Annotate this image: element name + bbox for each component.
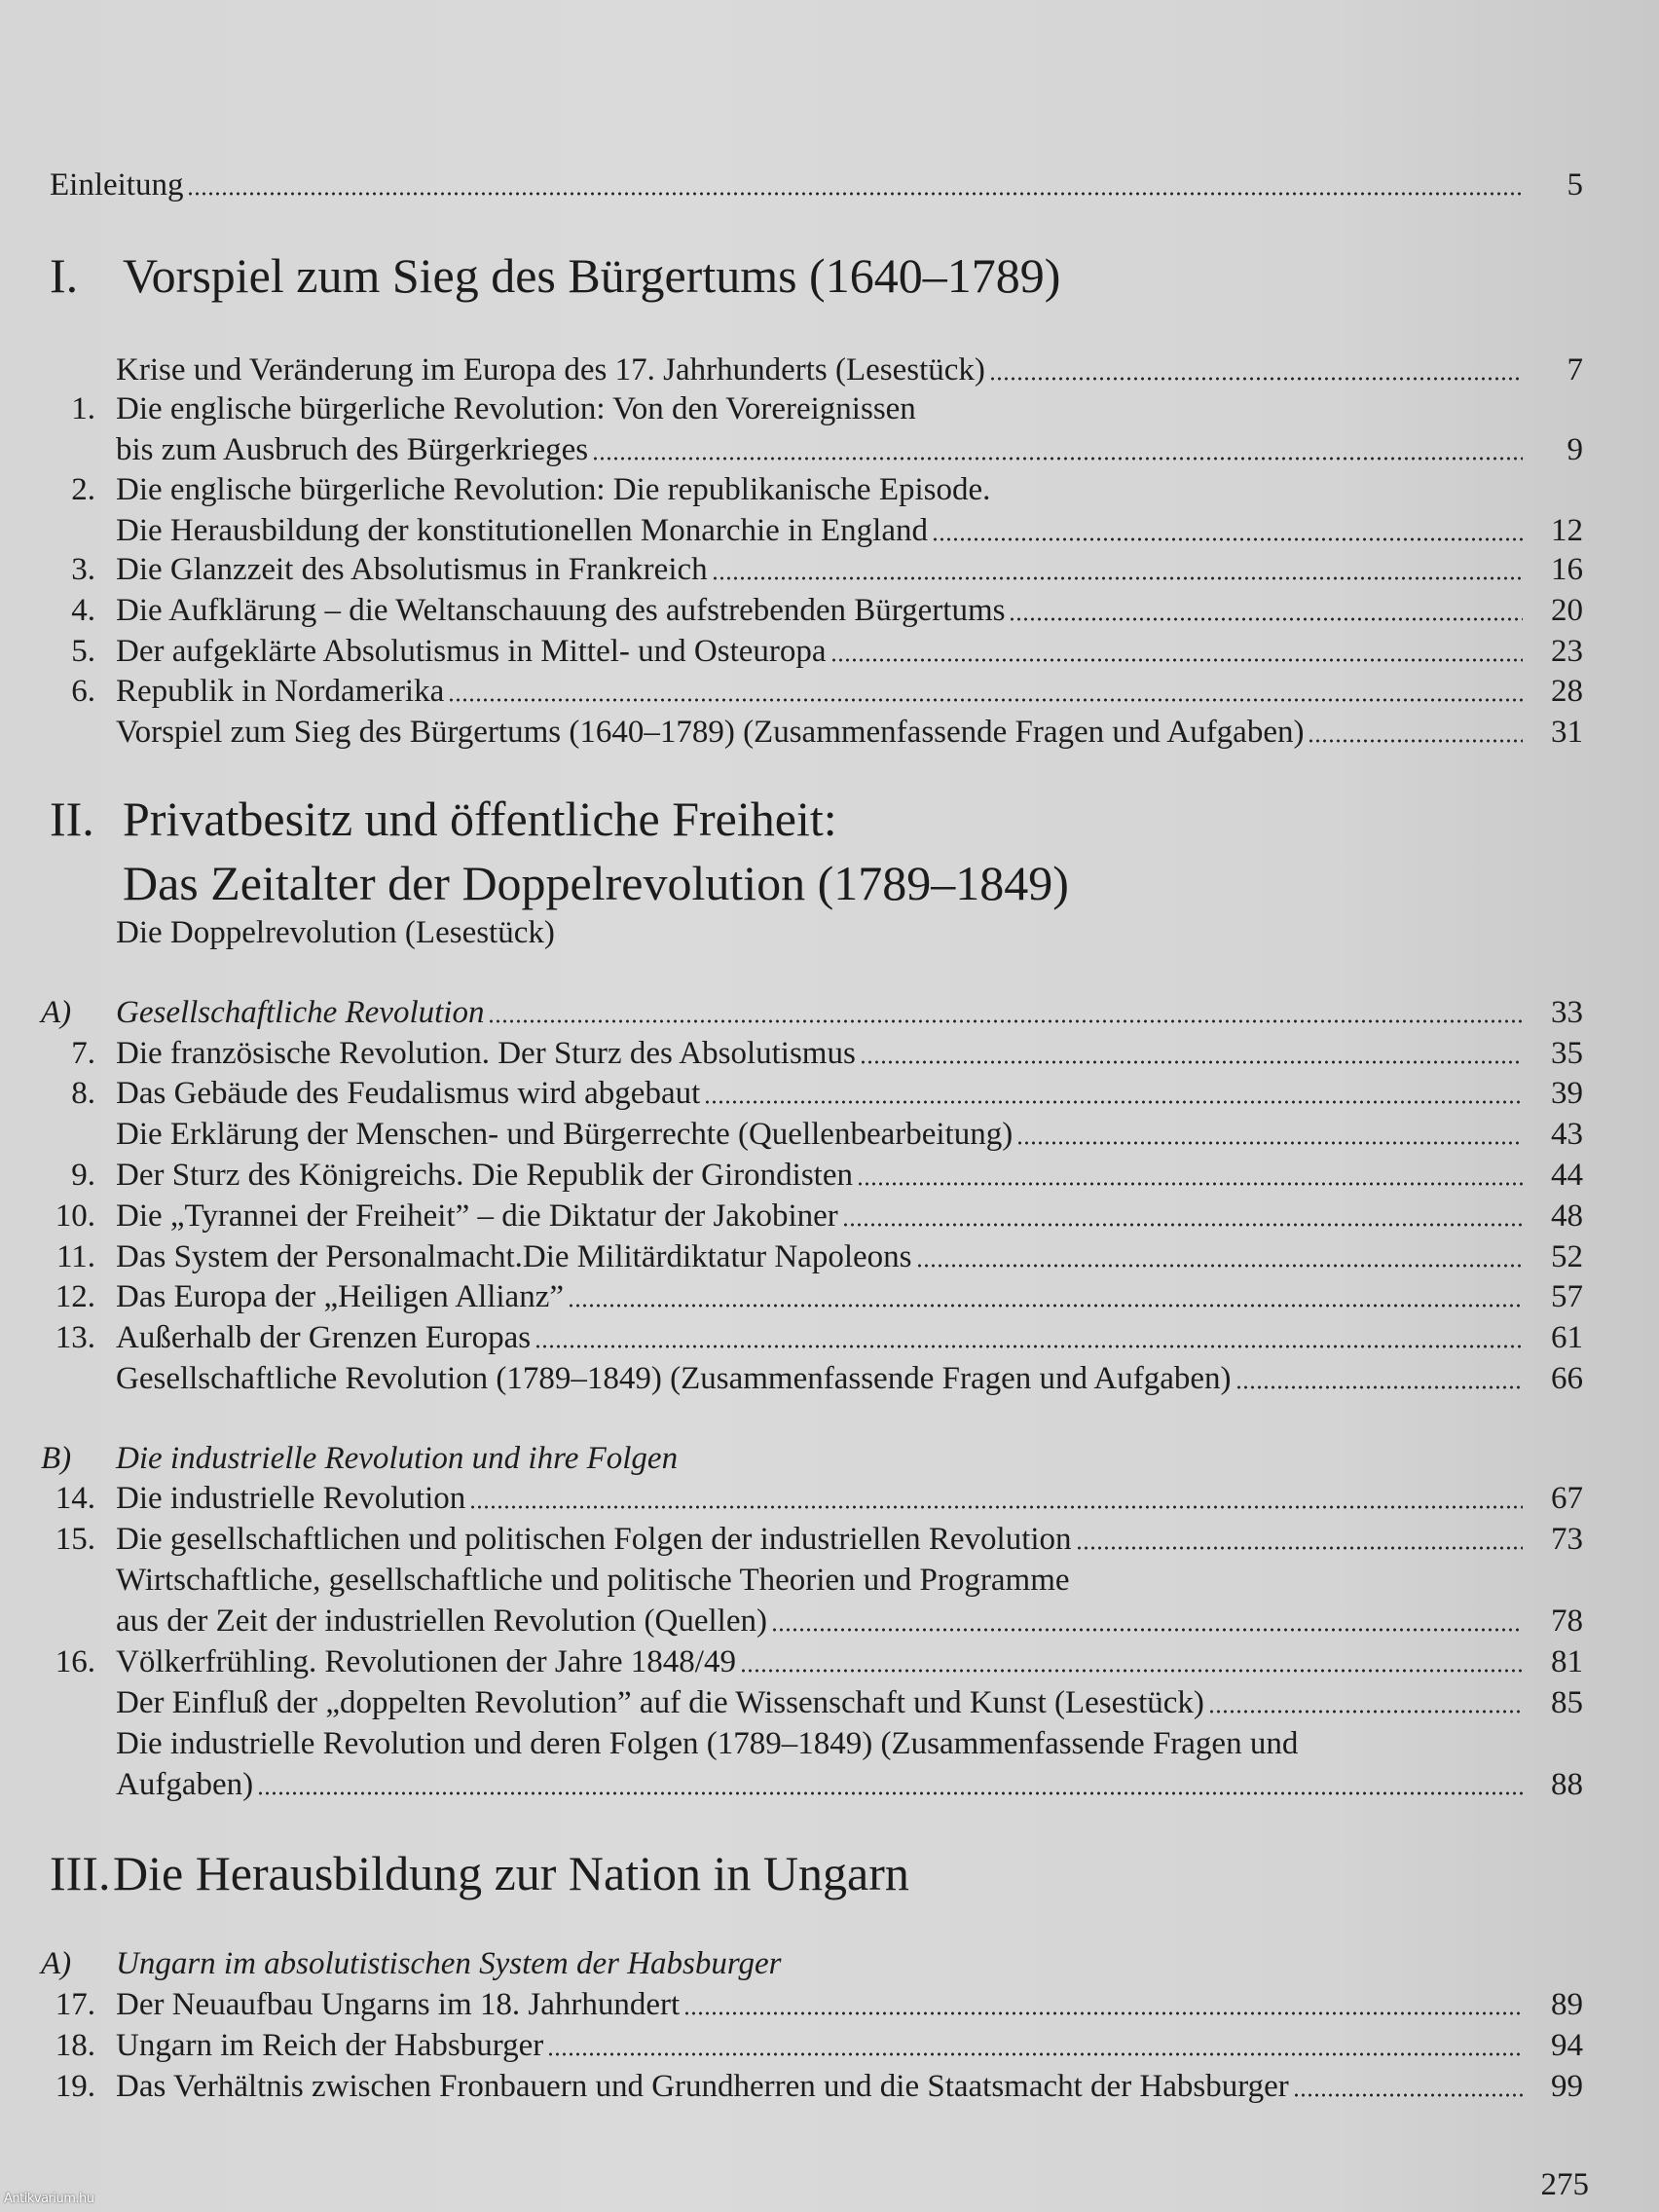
entry-page-number: 89	[1551, 1987, 1583, 2022]
subsection-heading	[0, 1436, 1659, 1481]
entry-page-number: 20	[1551, 593, 1583, 628]
entry-title: Republik in Nordamerika	[116, 674, 445, 709]
section-heading	[0, 243, 1659, 308]
entry-page-number: 28	[1551, 674, 1583, 709]
entry-number: II.	[50, 792, 94, 846]
entry-number: 1.	[71, 391, 95, 426]
entry-title: Das Europa der „Heiligen Allianz”	[116, 1279, 564, 1314]
entry-title: Die Herausbildung zur Nation in Ungarn	[113, 1846, 909, 1900]
entry-number: I.	[50, 248, 79, 303]
entry-number: 17.	[55, 1987, 95, 2022]
entry-number: 6.	[71, 674, 95, 709]
dot-leader	[1293, 2091, 1523, 2099]
entry-page-number: 88	[1551, 1767, 1583, 1802]
dot-leader	[469, 1503, 1523, 1511]
entry-title: Ungarn im absolutistischen System der Habsburger	[116, 1946, 782, 1981]
toc-entry	[0, 467, 1659, 512]
entry-title: Die Doppelrevolution (Lesestück)	[116, 915, 555, 950]
entry-title: Außerhalb der Grenzen Europas	[116, 1320, 532, 1355]
dot-leader	[860, 1058, 1523, 1066]
entry-title: Wirtschaftliche, gesellschaftliche und politische Theorien und Programme	[116, 1563, 1070, 1598]
entry-page-number: 52	[1551, 1239, 1583, 1274]
dot-leader	[1308, 737, 1523, 745]
toc-entry	[0, 547, 1659, 592]
toc-entry	[0, 387, 1659, 431]
entry-page-number: 85	[1551, 1685, 1583, 1720]
entry-number: 13.	[55, 1320, 95, 1355]
entry-page-number: 48	[1551, 1198, 1583, 1234]
entry-page-number: 66	[1551, 1361, 1583, 1396]
entry-page-number: 16	[1551, 552, 1583, 587]
entry-page-number: 31	[1551, 715, 1583, 750]
entry-page-number: 5	[1567, 167, 1583, 203]
watermark: Antikvarium.hu	[4, 2192, 94, 2206]
toc-entry	[0, 1071, 1659, 1116]
entry-title: Die industrielle Revolution	[116, 1481, 466, 1516]
toc-entry	[0, 427, 1659, 472]
entry-title: Die gesellschaftlichen und politischen Folgen der industriellen Revolution	[116, 1522, 1072, 1557]
entry-title: Die englische bürgerliche Revolution: Die republikanische Episode.	[116, 472, 991, 507]
dot-leader	[704, 1098, 1523, 1106]
entry-title: Aufgaben)	[116, 1767, 254, 1802]
entry-number: A)	[41, 995, 72, 1030]
entry-page-number: 12	[1551, 513, 1583, 548]
toc-entry	[0, 588, 1659, 633]
entry-title: Das Zeitalter der Doppelrevolution (1789–1849)	[123, 856, 1069, 910]
toc-entry	[0, 1194, 1659, 1238]
dot-leader	[830, 656, 1523, 664]
dot-leader	[448, 696, 1523, 704]
entry-number: 3.	[71, 552, 95, 587]
toc-entry	[0, 1315, 1659, 1360]
entry-number: 15.	[55, 1522, 95, 1557]
entry-page-number: 7	[1567, 352, 1583, 387]
toc-entry	[0, 1031, 1659, 1076]
entry-title: Die Aufklärung – die Weltanschauung des aufstrebenden Bürgertums	[116, 593, 1006, 628]
dot-leader	[712, 574, 1523, 582]
entry-title: Einleitung	[50, 167, 184, 203]
entry-page-number: 57	[1551, 1279, 1583, 1314]
entry-number: III.	[50, 1846, 111, 1900]
entry-page-number: 43	[1551, 1117, 1583, 1152]
entry-page-number: 33	[1551, 995, 1583, 1030]
dot-leader	[187, 190, 1523, 198]
entry-number: 8.	[71, 1076, 95, 1111]
dot-leader	[547, 2050, 1523, 2058]
entry-title: Der Sturz des Königreichs. Die Republik der Girondisten	[116, 1158, 854, 1193]
entry-page-number: 81	[1551, 1644, 1583, 1679]
entry-title: Die industrielle Revolution und deren Folgen (1789–1849) (Zusammenfassende Fragen und	[116, 1726, 1299, 1761]
entry-number: 4.	[71, 593, 95, 628]
toc-entry	[0, 1558, 1659, 1603]
entry-page-number: 35	[1551, 1036, 1583, 1071]
section-heading	[0, 851, 1659, 915]
entry-title: aus der Zeit der industriellen Revolution (Quellen)	[116, 1604, 767, 1639]
toc-entry	[0, 1680, 1659, 1725]
entry-page-number: 39	[1551, 1076, 1583, 1111]
entry-title: Krise und Veränderung im Europa des 17. Jahrhunderts (Lesestück)	[116, 352, 985, 387]
toc-entry	[0, 1762, 1659, 1807]
dot-leader	[842, 1221, 1523, 1229]
entry-page-number: 44	[1551, 1158, 1583, 1193]
entry-number: 11.	[55, 1239, 95, 1274]
toc-entry	[0, 2023, 1659, 2068]
toc-entry	[0, 1982, 1659, 2027]
dot-leader	[568, 1302, 1523, 1309]
subsection-heading	[0, 990, 1659, 1035]
toc-entry	[0, 669, 1659, 714]
dot-leader	[488, 1017, 1523, 1025]
entry-page-number: 99	[1551, 2069, 1583, 2104]
entry-title: Die Herausbildung der konstitutionellen Monarchie in England	[116, 513, 928, 548]
entry-number: 10.	[55, 1198, 95, 1234]
entry-number: 2.	[71, 472, 95, 507]
entry-title: Gesellschaftliche Revolution (1789–1849) (Zusammenfassende Fragen und Aufgaben)	[116, 1361, 1232, 1396]
entry-title: Die „Tyrannei der Freiheit” – die Diktatur der Jakobiner	[116, 1198, 838, 1234]
entry-number: 7.	[71, 1036, 95, 1071]
entry-number: 18.	[55, 2028, 95, 2063]
subsection-heading	[0, 1941, 1659, 1986]
entry-page-number: 9	[1567, 432, 1583, 467]
entry-title: Der Einfluß der „doppelten Revolution” auf die Wissenschaft und Kunst (Lesestück)	[116, 1685, 1204, 1720]
entry-page-number: 61	[1551, 1320, 1583, 1355]
entry-number: A)	[41, 1946, 72, 1981]
entry-number: 19.	[55, 2069, 95, 2104]
entry-title: Das Gebäude des Feudalismus wird abgebaut	[116, 1076, 701, 1111]
toc-entry	[0, 1640, 1659, 1684]
entry-page-number: 73	[1551, 1522, 1583, 1557]
entry-title: Die französische Revolution. Der Sturz des Absolutismus	[116, 1036, 856, 1071]
entry-number: 14.	[55, 1481, 95, 1516]
entry-title: Der Neuaufbau Ungarns im 18. Jahrhundert	[116, 1987, 681, 2022]
entry-number: 12.	[55, 1279, 95, 1314]
entry-title: Die industrielle Revolution und ihre Folgen	[116, 1441, 679, 1476]
entry-title: Vorspiel zum Sieg des Bürgertums (1640–1789)	[123, 248, 1061, 303]
toc-entry	[0, 1235, 1659, 1279]
entry-title: Die englische bürgerliche Revolution: Von den Vorereignissen	[116, 391, 916, 426]
dot-leader	[1009, 615, 1523, 623]
entry-title: Das Verhältnis zwischen Fronbauern und Grundherren und die Staatsmacht der Habsburger	[116, 2069, 1289, 2104]
toc-entry	[0, 1356, 1659, 1401]
dot-leader	[1016, 1139, 1523, 1147]
dot-leader	[740, 1667, 1523, 1675]
dot-leader	[683, 2009, 1523, 2017]
toc-entry	[0, 1599, 1659, 1643]
entry-title: Völkerfrühling. Revolutionen der Jahre 1848/49	[116, 1644, 736, 1679]
entry-title: Ungarn im Reich der Habsburger	[116, 2028, 544, 2063]
section-heading	[0, 787, 1659, 851]
dot-leader	[771, 1626, 1523, 1634]
dot-leader	[1076, 1544, 1523, 1552]
toc-entry	[0, 1153, 1659, 1198]
entry-page-number: 23	[1551, 634, 1583, 669]
toc-entry	[0, 2064, 1659, 2109]
toc-entry	[0, 1112, 1659, 1157]
toc-entry	[0, 910, 1659, 955]
entry-page-number: 94	[1551, 2028, 1583, 2063]
entry-title: Der aufgeklärte Absolutismus in Mittel- und Osteuropa	[116, 634, 827, 669]
dot-leader	[989, 375, 1523, 383]
dot-leader	[1235, 1383, 1523, 1391]
section-heading	[0, 1841, 1659, 1905]
toc-entry	[0, 1274, 1659, 1319]
entry-page-number: 67	[1551, 1481, 1583, 1516]
toc-entry	[0, 710, 1659, 755]
entry-title: Gesellschaftliche Revolution	[116, 995, 485, 1030]
entry-page-number: 78	[1551, 1604, 1583, 1639]
entry-number: 16.	[55, 1644, 95, 1679]
toc-entry	[0, 629, 1659, 674]
toc-entry	[0, 1517, 1659, 1562]
entry-title: bis zum Ausbruch des Bürgerkrieges	[116, 432, 589, 467]
entry-title: Die Erklärung der Menschen- und Bürgerrechte (Quellenbearbeitung)	[116, 1117, 1014, 1152]
entry-title: Die Glanzzeit des Absolutismus in Frankreich	[116, 552, 708, 587]
entry-number: 9.	[71, 1158, 95, 1193]
dot-leader	[535, 1343, 1523, 1350]
dot-leader	[932, 535, 1523, 543]
entry-number: B)	[41, 1441, 72, 1476]
dot-leader	[857, 1180, 1523, 1188]
dot-leader	[257, 1789, 1523, 1797]
dot-leader	[592, 455, 1523, 462]
entry-title: Das System der Personalmacht.Die Militärdiktatur Napoleons	[116, 1239, 912, 1274]
page-number: 275	[1540, 2167, 1589, 2202]
dot-leader	[1208, 1708, 1523, 1715]
dot-leader	[916, 1262, 1524, 1270]
entry-title: Vorspiel zum Sieg des Bürgertums (1640–1789) (Zusammenfassende Fragen und Aufgaben)	[116, 715, 1305, 750]
entry-number: 5.	[71, 634, 95, 669]
toc-entry	[0, 163, 1659, 207]
toc-entry	[0, 1721, 1659, 1766]
toc-entry	[0, 1476, 1659, 1521]
entry-title: Privatbesitz und öffentliche Freiheit:	[123, 792, 837, 846]
